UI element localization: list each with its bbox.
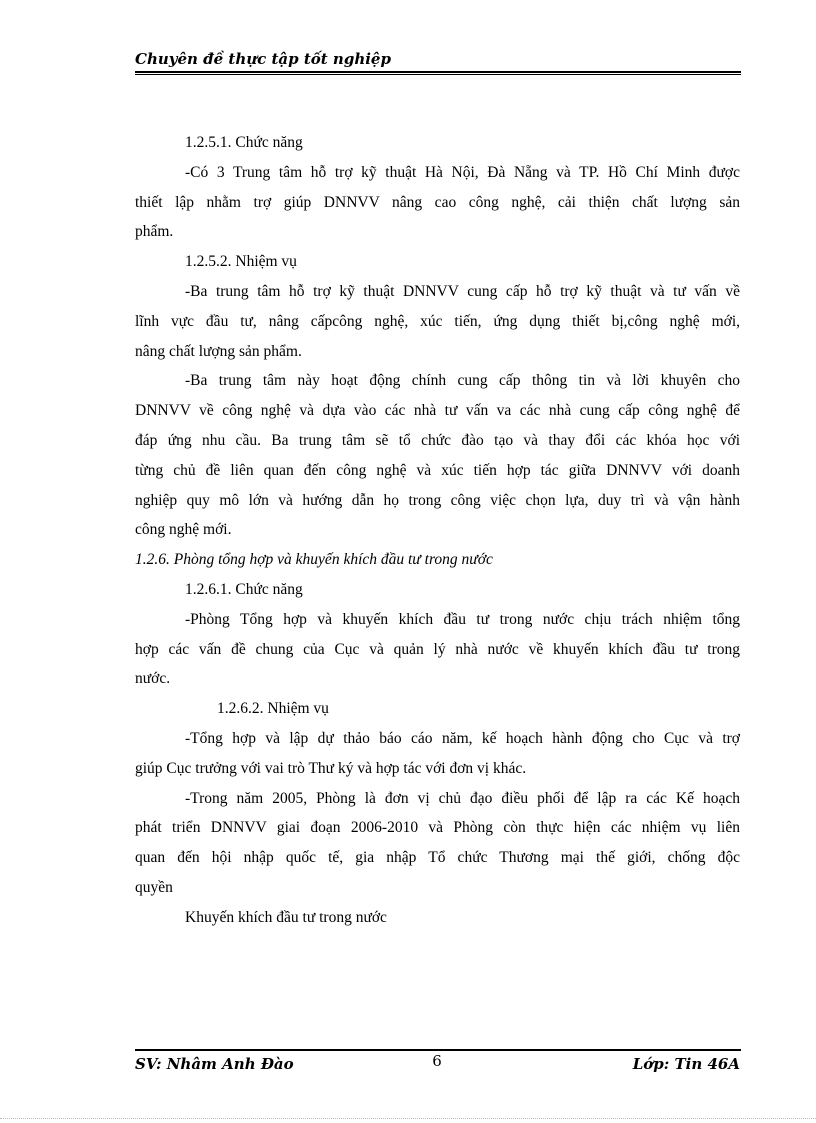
header-rule-thin xyxy=(135,74,741,75)
paragraph-line: -Ba trung tâm này hoạt động chính cung cấp thông tin và lời khuyên cho xyxy=(185,372,740,390)
paragraph-line: phẩm. xyxy=(135,223,174,241)
paragraph-line: nghiệp quy mô lớn và hướng dẫn họ trong công việc chọn lựa, duy trì và vận hành xyxy=(135,491,740,509)
paragraph-line: quyền xyxy=(135,878,173,896)
subsection-heading: 1.2.6.1. Chức năng xyxy=(185,580,303,598)
document-body xyxy=(135,128,740,933)
paragraph-line: đáp ứng nhu cầu. Ba trung tâm sẽ tổ chức đào tạo và thay đổi các khóa học với xyxy=(135,431,740,449)
footer-class: Lớp: Tin 46A xyxy=(632,1055,740,1073)
header-title: Chuyên đề thực tập tốt nghiệp xyxy=(135,50,391,68)
subsection-heading: 1.2.5.2. Nhiệm vụ xyxy=(185,253,297,271)
paragraph-line: hợp các vấn đề chung của Cục và quản lý nhà nước về khuyến khích đầu tư trong xyxy=(135,640,740,658)
paragraph-line: thiết lập nhằm trợ giúp DNNVV nâng cao công nghệ, cải thiện chất lượng sản xyxy=(135,193,740,211)
paragraph-line: từng chủ đề liên quan đến công nghệ và xúc tiến hợp tác giữa DNNVV với doanh xyxy=(135,461,740,479)
subsection-heading: 1.2.5.1. Chức năng xyxy=(185,134,303,151)
paragraph-line: -Phòng Tổng hợp và khuyến khích đầu tư trong nước chịu trách nhiệm tổng xyxy=(185,610,740,628)
paragraph-line: -Trong năm 2005, Phòng là đơn vị chủ đạo điều phối để lập ra các Kế hoạch xyxy=(185,789,740,807)
page-edge-divider xyxy=(0,1118,816,1119)
paragraph-line: nước. xyxy=(135,670,171,688)
footer-page-number: 6 xyxy=(432,1052,442,1070)
paragraph-line: DNNVV về công nghệ và dựa vào các nhà tư vấn va các nhà cung cấp công nghệ để xyxy=(135,402,740,420)
paragraph-line: -Ba trung tâm hỗ trợ kỹ thuật DNNVV cung cấp hỗ trợ kỹ thuật và tư vấn về xyxy=(185,282,740,300)
paragraph-line: Khuyến khích đầu tư trong nước xyxy=(185,908,387,926)
subsection-heading: 1.2.6.2. Nhiệm vụ xyxy=(217,700,329,718)
paragraph-line: quan đến hội nhập quốc tế, gia nhập Tổ chức Thương mại thế giới, chống độc xyxy=(135,849,740,867)
section-heading: 1.2.6. Phòng tổng hợp và khuyến khích đầu tư trong nước xyxy=(135,551,493,569)
paragraph-line: phát triển DNNVV giai đoạn 2006-2010 và Phòng còn thực hiện các nhiệm vụ liên xyxy=(135,819,740,837)
paragraph-line: giúp Cục trưởng với vai trò Thư ký và hợp tác với đơn vị khác. xyxy=(135,759,527,777)
paragraph-line: công nghệ mới. xyxy=(135,521,232,539)
paragraph-line: nâng chất lượng sản phẩm. xyxy=(135,342,302,360)
footer-student: SV: Nhâm Anh Đào xyxy=(135,1055,294,1073)
paragraph-line: -Tổng hợp và lập dự thảo báo cáo năm, kế hoạch hành động cho Cục và trợ xyxy=(185,729,740,747)
paragraph-line: lĩnh vực đầu tư, nâng cấpcông nghệ, xúc tiến, ứng dụng thiết bị,công nghệ mới, xyxy=(135,312,740,330)
header-rule xyxy=(135,71,741,73)
paragraph-line: -Có 3 Trung tâm hỗ trợ kỹ thuật Hà Nội, Đà Nẵng và TP. Hồ Chí Minh được xyxy=(185,163,740,181)
